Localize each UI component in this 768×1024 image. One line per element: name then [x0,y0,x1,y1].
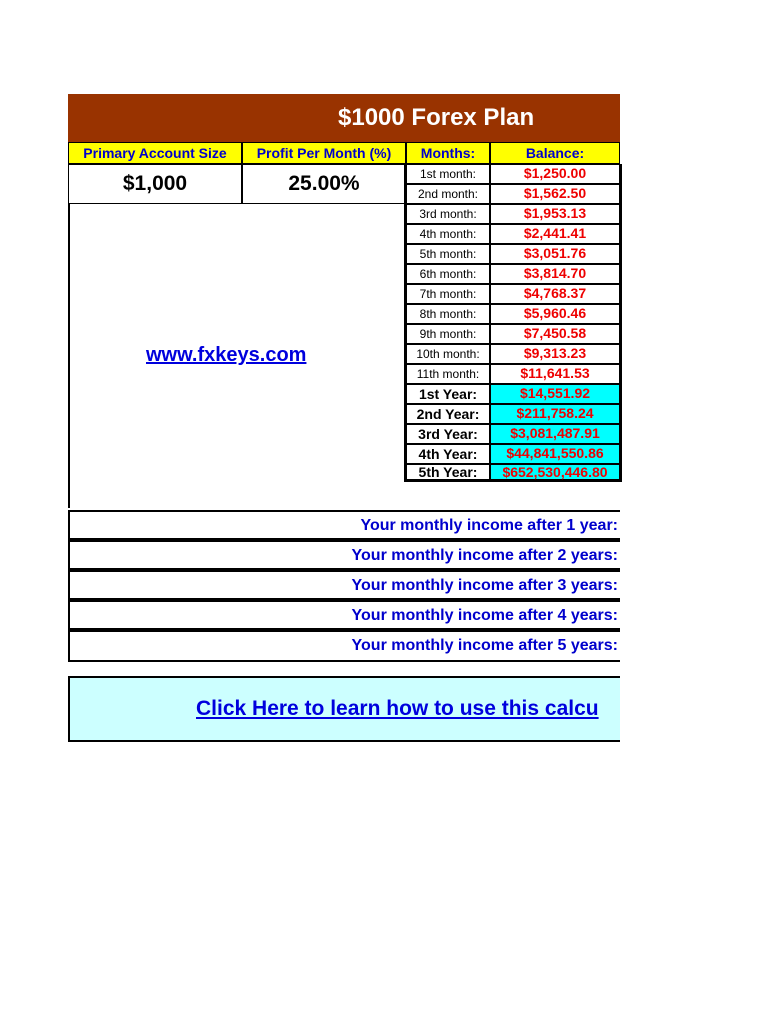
profit-per-month-cell[interactable]: 25.00% [242,164,406,204]
account-size-cell[interactable]: $1,000 [68,164,242,204]
period-label: 2nd Year: [406,404,490,424]
header-profit-per-month: Profit Per Month (%) [242,142,406,164]
website-link[interactable]: www.fxkeys.com [146,344,307,366]
header-balance: Balance: [490,142,620,164]
month-row [406,324,620,344]
period-label: 6th month: [406,264,490,284]
balance-value: $3,081,487.91 [490,424,620,444]
title-bar [68,94,620,142]
month-row [406,304,620,324]
period-label: 9th month: [406,324,490,344]
year-row [406,444,620,464]
period-label: 1st month: [406,164,490,184]
period-label: 3rd Year: [406,424,490,444]
balance-value: $14,551.92 [490,384,620,404]
balance-value: $7,450.58 [490,324,620,344]
income-row-4: Your monthly income after 4 years: [68,600,620,630]
month-row [406,284,620,304]
period-label: 5th month: [406,244,490,264]
period-label: 4th Year: [406,444,490,464]
balance-value: $652,530,446.80 [490,464,620,480]
income-row-5: Your monthly income after 5 years: [68,630,620,662]
month-row [406,164,620,184]
period-label: 2nd month: [406,184,490,204]
page-title: $1000 Forex Plan [338,104,535,131]
balance-value: $9,313.23 [490,344,620,364]
year-row [406,464,620,480]
balance-value: $4,768.37 [490,284,620,304]
period-label: 3rd month: [406,204,490,224]
header-months: Months: [406,142,490,164]
period-label: 7th month: [406,284,490,304]
period-label: 5th Year: [406,464,490,480]
balance-value: $1,562.50 [490,184,620,204]
balance-value: $3,814.70 [490,264,620,284]
year-row [406,424,620,444]
income-row-3: Your monthly income after 3 years: [68,570,620,600]
period-label: 1st Year: [406,384,490,404]
header-account-size: Primary Account Size [68,142,242,164]
month-row [406,264,620,284]
balance-value: $1,250.00 [490,164,620,184]
income-row-2: Your monthly income after 2 years: [68,540,620,570]
period-label: 10th month: [406,344,490,364]
balance-value: $11,641.53 [490,364,620,384]
year-row [406,404,620,424]
balance-value: $2,441.41 [490,224,620,244]
period-label: 8th month: [406,304,490,324]
period-label: 4th month: [406,224,490,244]
year-row [406,384,620,404]
income-row-1: Your monthly income after 1 year: [68,510,620,540]
balance-value: $3,051.76 [490,244,620,264]
month-row [406,224,620,244]
cta-banner[interactable] [68,676,620,742]
balance-value: $5,960.46 [490,304,620,324]
balance-value: $44,841,550.86 [490,444,620,464]
month-row [406,364,620,384]
month-row [406,344,620,364]
balance-value: $1,953.13 [490,204,620,224]
month-row [406,244,620,264]
balance-value: $211,758.24 [490,404,620,424]
cta-link[interactable]: Click Here to learn how to use this calcu [196,697,599,720]
period-label: 11th month: [406,364,490,384]
month-row [406,204,620,224]
month-row [406,184,620,204]
